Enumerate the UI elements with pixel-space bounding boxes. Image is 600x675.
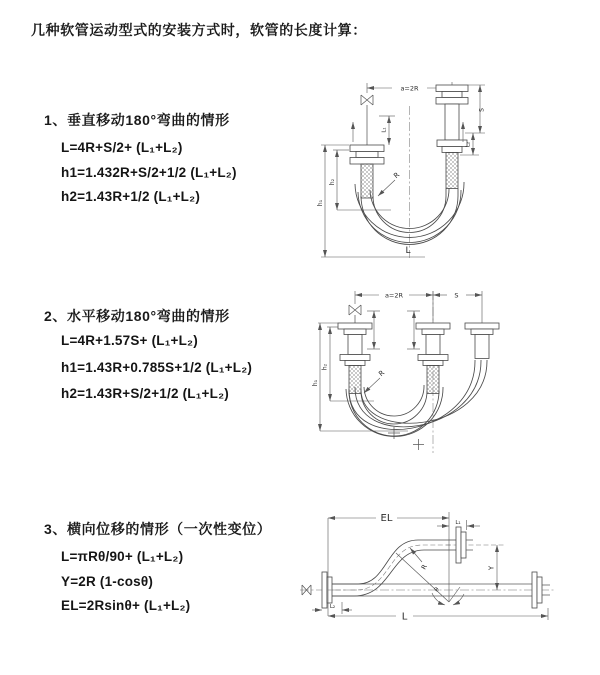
d2-dim-h2-label: h₂ bbox=[321, 363, 329, 371]
d1-dim-s bbox=[465, 85, 486, 133]
d1-dim-h2-label: h₂ bbox=[329, 178, 336, 186]
d1-dim-a2r-label: a=2R bbox=[400, 84, 419, 93]
d2-dim-a2r-label: a=2R bbox=[384, 291, 404, 300]
d1-radius-callout bbox=[378, 171, 401, 196]
d3-angle-theta bbox=[396, 512, 464, 605]
d2-left-flange-stack bbox=[338, 323, 372, 394]
section-2-formula-h2: h2=1.43R+S/2+1/2 (L₁+L₂) bbox=[61, 386, 229, 401]
section-2-heading: 2、水平移动180°弯曲的情形 bbox=[44, 308, 230, 324]
d3-angle-theta-label: θ bbox=[433, 586, 441, 594]
d2-radius-callout bbox=[364, 369, 386, 393]
d1-dim-l1 bbox=[379, 116, 395, 145]
diagram-vertical-180-bend bbox=[313, 70, 595, 260]
d3-dim-l2 bbox=[312, 602, 352, 614]
d2-hose-u-bends bbox=[346, 360, 487, 437]
d3-radius-callout bbox=[410, 548, 429, 571]
section-3-formula-l: L=πRθ/90+ (L₁+L₂) bbox=[61, 549, 184, 564]
d3-dim-l2-label: L₂ bbox=[329, 604, 336, 610]
d2-valve-icon bbox=[349, 305, 361, 323]
d3-radius-label: R bbox=[419, 563, 429, 571]
d1-dim-l1-label: L₁ bbox=[381, 127, 388, 133]
page-title: 几种软管运动型式的安装方式时，软管的长度计算： bbox=[31, 22, 367, 38]
diagram-horizontal-180-bend bbox=[310, 283, 595, 458]
section-1-formula-h1: h1=1.432R+S/2+1/2 (L₁+L₂) bbox=[61, 165, 237, 180]
section-1-formula-l: L=4R+S/2+ (L₁+L₂) bbox=[61, 140, 183, 155]
section-1-heading: 1、垂直移动180°弯曲的情形 bbox=[44, 112, 230, 128]
d2-dim-a2r bbox=[355, 291, 433, 323]
d2-joint-dims bbox=[367, 311, 420, 349]
diagram-lateral-displacement bbox=[296, 498, 596, 646]
d3-dim-el-label: EL bbox=[380, 513, 393, 524]
d2-dim-s bbox=[433, 291, 482, 323]
d2-dim-h1-label: h₁ bbox=[312, 379, 319, 387]
d2-dim-s-label: S bbox=[454, 291, 459, 300]
section-2-formula-h1: h1=1.43R+0.785S+1/2 (L₁+L₂) bbox=[61, 360, 253, 375]
d1-length-label: L bbox=[405, 246, 411, 256]
section-3-heading: 3、横向位移的情形（一次性变位） bbox=[44, 521, 272, 537]
d3-dim-length bbox=[328, 608, 548, 623]
d1-dim-l2-label: L₂ bbox=[465, 141, 472, 148]
d1-valve-icon bbox=[361, 95, 373, 145]
d2-right-flange-stack bbox=[465, 323, 499, 359]
d3-dim-l1-label: L₁ bbox=[455, 520, 461, 526]
section-3-formula-el: EL=2Rsinθ+ (L₁+L₂) bbox=[61, 598, 191, 613]
section-2-formula-l: L=4R+1.57S+ (L₁+L₂) bbox=[61, 333, 198, 348]
d3-dim-el bbox=[328, 513, 449, 616]
d3-dim-y-label: Y bbox=[487, 565, 496, 571]
d2-middle-flange-stack bbox=[416, 323, 450, 394]
d1-dim-s-label: S bbox=[478, 108, 486, 112]
d1-dim-h1-label: h₁ bbox=[317, 199, 324, 207]
d3-dim-length-label: L bbox=[401, 611, 408, 623]
d3-dim-y bbox=[488, 545, 498, 590]
section-1-formula-h2: h2=1.43R+1/2 (L₁+L₂) bbox=[61, 189, 201, 204]
d2-radius-label: R bbox=[377, 368, 387, 379]
d1-radius-label: R bbox=[392, 170, 402, 181]
section-3-formula-y: Y=2R (1-cosθ) bbox=[61, 574, 154, 589]
